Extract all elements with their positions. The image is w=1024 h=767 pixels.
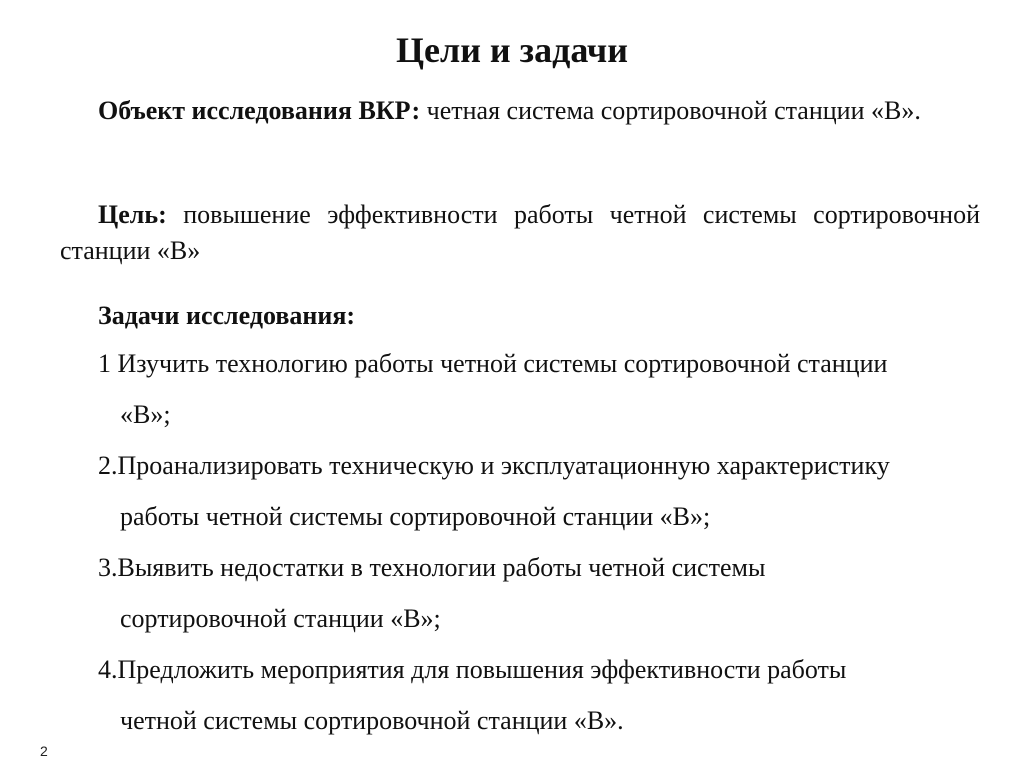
task-line: 1 Изучить технологию работы четной системы сортировочной станции [98, 349, 888, 378]
task-line: 2.Проанализировать техническую и эксплуатационную характеристику [98, 451, 890, 480]
task-item-3 [98, 542, 978, 644]
tasks-heading: Задачи исследования: [98, 301, 356, 330]
research-object-paragraph [60, 93, 980, 129]
research-object-label: Объект исследования ВКР: [98, 96, 421, 125]
goal-label: Цель: [98, 200, 167, 229]
task-line-continuation: «В»; [120, 400, 171, 429]
task-line: 3.Выявить недостатки в технологии работы четной системы [98, 553, 766, 582]
task-line-continuation: сортировочной станции «В»; [120, 604, 441, 633]
research-object-text: четная система сортировочной станции «В». [420, 96, 921, 125]
task-item-2 [98, 440, 978, 542]
goal-text: повышение эффективности работы четной системы сортировочной станции «В» [60, 200, 980, 265]
page-number: 2 [40, 743, 48, 759]
task-item-4 [98, 644, 978, 746]
slide-title: Цели и задачи [396, 30, 628, 70]
goal-paragraph [60, 197, 980, 269]
task-item-1 [98, 338, 978, 440]
task-line: 4.Предложить мероприятия для повышения эффективности работы [98, 655, 847, 684]
task-line-continuation: работы четной системы сортировочной станции «В»; [120, 502, 711, 531]
task-line-continuation: четной системы сортировочной станции «В». [120, 706, 624, 735]
